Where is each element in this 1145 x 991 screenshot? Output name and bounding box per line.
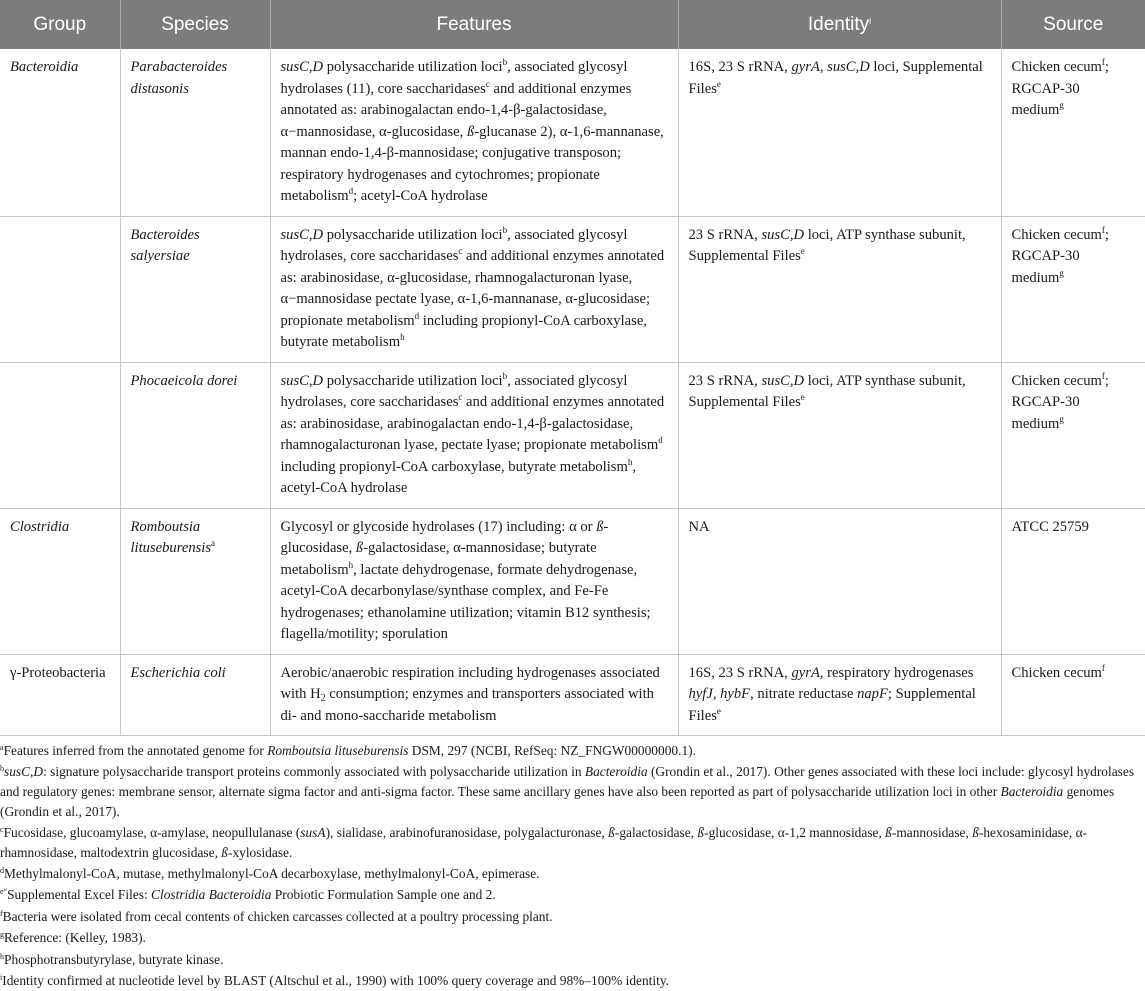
italic-text: ß — [221, 844, 228, 860]
text-run: ATCC 25759 — [1011, 518, 1089, 535]
cell-source — [1001, 654, 1145, 736]
header-species-label: Species — [161, 13, 229, 35]
cell-source — [1001, 216, 1145, 362]
table-row — [0, 654, 1145, 736]
text-run: Chicken cecum — [1011, 372, 1102, 389]
cell-group — [0, 49, 120, 216]
footnote-marker: f — [1101, 662, 1105, 673]
cell-group — [0, 654, 120, 736]
italic-text: hyfJ — [688, 686, 713, 702]
cell-identity — [678, 49, 1001, 216]
italic-text: susC,D — [280, 372, 324, 389]
text-run: and additional enzymes annotated as: arabinogalactan endo-1,4-β-galactosidase, α−mannosidase, α-glucosidase, — [280, 80, 632, 140]
text-run: Phosphotransbutyrylase, butyrate kinase. — [4, 951, 224, 967]
cell-features — [270, 362, 678, 508]
footnote-marker: f — [1101, 57, 1105, 67]
italic-text: ß — [697, 824, 705, 840]
header-source — [1001, 0, 1145, 49]
footnote-marker: i — [0, 972, 3, 982]
text-run: loci, ATP synthase subunit, Supplemental Files — [688, 372, 966, 410]
text-run: ; RGCAP-30 medium — [1011, 372, 1109, 432]
footnote-marker: b — [502, 57, 508, 67]
cell-species — [120, 362, 270, 508]
cell-features — [270, 216, 678, 362]
footnote-a — [0, 741, 1135, 761]
footnote-marker: e — [716, 705, 721, 716]
header-features-label: Features — [436, 13, 512, 35]
text-run: loci, Supplemental Files — [688, 59, 983, 97]
text-run: , — [819, 59, 828, 75]
italic-text: susC,D — [827, 59, 870, 75]
footnote-marker: f — [1101, 370, 1105, 381]
italic-text: susC,D — [761, 226, 805, 243]
italic-text: ß — [885, 824, 892, 840]
footnote-marker: e — [800, 246, 805, 256]
text-run: Glycosyl or glycoside hydrolases (17) including: α or — [280, 518, 597, 535]
cell-identity — [678, 362, 1001, 508]
text-run: , nitrate reductase — [750, 686, 858, 702]
cell-group — [0, 362, 120, 508]
text-run: Methylmalonyl-CoA, mutase, methylmalonyl-CoA decarboxylase, methylmalonyl-CoA, epimerase. — [4, 865, 540, 881]
footnote-marker: h — [400, 332, 405, 342]
footnote-marker: d — [414, 310, 420, 321]
text-run: Supplemental Excel Files: — [7, 887, 152, 903]
text-run: 16S, 23 S rRNA, — [688, 664, 792, 681]
species-name: Escherichia coli — [130, 664, 226, 681]
italic-text: Romboutsia lituseburensis — [267, 743, 409, 758]
italic-text: susC,D — [280, 59, 324, 75]
header-source-label: Source — [1043, 13, 1104, 35]
cell-source — [1001, 49, 1145, 216]
italic-text: ß — [972, 824, 979, 840]
cell-group — [0, 216, 120, 362]
species-name: Romboutsia lituseburensis — [130, 518, 212, 556]
text-run: loci, ATP synthase subunit, Supplemental Files — [688, 226, 966, 264]
footnote-marker: c — [0, 824, 4, 834]
footnote-f — [0, 907, 1135, 927]
header-identity-footnote-marker: i — [869, 15, 872, 26]
footnote-marker: f — [0, 908, 3, 918]
text-run: -galactosidase, — [614, 824, 698, 840]
text-run: 23 S rRNA, — [688, 226, 762, 243]
italic-text: ß — [466, 123, 475, 140]
text-run: Chicken cecum — [1011, 59, 1102, 75]
text-run: , associated glycosyl hydrolases, core saccharidases — [280, 372, 628, 410]
subscript-text: 2 — [320, 693, 326, 704]
footnote-i — [0, 971, 1135, 991]
text-run: ; RGCAP-30 medium — [1011, 59, 1109, 118]
text-run: Aerobic/anaerobic respiration including hydrogenases associated with H — [280, 664, 660, 702]
italic-text: napF — [857, 686, 888, 702]
footnote-marker: d — [348, 186, 354, 196]
group-name: γ-Proteobacteria — [10, 664, 106, 681]
text-run: ; RGCAP-30 medium — [1011, 226, 1109, 286]
cell-features — [270, 508, 678, 654]
cell-species — [120, 654, 270, 736]
species-name: Bacteroides salyersiae — [130, 226, 200, 264]
footnote-marker: c — [458, 392, 463, 402]
text-run: polysaccharide utilization loci — [323, 226, 503, 243]
text-run: -mannosidase, — [891, 824, 973, 840]
header-group-label: Group — [33, 13, 87, 35]
cell-identity — [678, 654, 1001, 736]
cell-identity — [678, 216, 1001, 362]
text-run: , associated glycosyl hydrolases (11), core saccharidases — [280, 59, 628, 97]
footnote-marker: e“ — [0, 887, 8, 897]
footnote-marker: a — [0, 743, 4, 752]
text-run: polysaccharide utilization loci — [323, 372, 503, 389]
species-name: Phocaeicola dorei — [130, 372, 238, 389]
text-run: Chicken cecum — [1011, 664, 1102, 681]
table-row — [0, 216, 1145, 362]
text-run: Fucosidase, glucoamylase, α-amylase, neopullulanase ( — [3, 824, 301, 840]
text-run: including propionyl-CoA carboxylase, butyrate metabolism — [280, 458, 628, 475]
footnote-marker: d — [0, 865, 4, 875]
species-name: Parabacteroides distasonis — [130, 59, 228, 97]
italic-text: ß — [608, 824, 615, 840]
group-name: Clostridia — [10, 518, 70, 535]
footnote-marker: c — [485, 78, 490, 89]
text-run: ; acetyl-CoA hydrolase — [353, 188, 488, 204]
text-run: , associated glycosyl hydrolases, core saccharidases — [280, 226, 628, 264]
table-footnotes — [0, 736, 1145, 991]
footnote-marker: h — [627, 456, 633, 467]
species-footnote-marker: a — [211, 538, 216, 548]
text-run: 16S, 23 S rRNA, — [688, 59, 792, 75]
footnote-marker: g — [1059, 267, 1064, 278]
footnote-marker: c — [458, 246, 463, 256]
footnote-marker: h — [0, 951, 4, 961]
group-name: Bacteroidia — [10, 59, 79, 75]
cell-features — [270, 49, 678, 216]
text-run: : signature polysaccharide transport proteins commonly associated with polysaccharide utilization in — [43, 764, 585, 780]
text-run: and additional enzymes annotated as: arabinosidase, arabinogalactan endo-1,4-β-galactosidase, rhamnogalacturonan lyase, pectate lyase; propionate metabolism — [280, 394, 665, 453]
italic-text: susC,D — [761, 372, 805, 389]
footnote-marker: g — [0, 930, 4, 940]
italic-text: ß — [596, 518, 604, 535]
text-run: , respiratory hydrogenases — [819, 664, 974, 681]
italic-text: ß — [355, 540, 364, 556]
footnote-marker: f — [1101, 224, 1105, 235]
text-run: , acetyl-CoA hydrolase — [280, 458, 636, 496]
footnote-d — [0, 864, 1135, 884]
text-run: Features inferred from the annotated genome for — [3, 743, 268, 758]
footnote-c — [0, 823, 1135, 862]
header-identity-label: Identity — [807, 13, 870, 35]
text-run: consumption; enzymes and transporters associated with di- and mono-saccharide metabolism — [280, 686, 654, 724]
header-species — [120, 0, 270, 49]
text-run: ; Supplemental Files — [688, 686, 976, 724]
text-run: Bacteria were isolated from cecal contents of chicken carcasses collected at a poultry processing plant. — [2, 908, 553, 924]
italic-text: gyrA — [791, 664, 820, 681]
footnote-b — [0, 762, 1135, 821]
text-run: -glucosidase, α-1,2 mannosidase, — [704, 824, 886, 840]
cell-source — [1001, 508, 1145, 654]
footnote-marker: b — [502, 224, 508, 235]
table-row — [0, 508, 1145, 654]
text-run: 23 S rRNA, — [688, 372, 762, 389]
italic-text: gyrA — [791, 59, 820, 75]
footnote-marker: g — [1059, 100, 1064, 110]
header-identity — [678, 0, 1001, 49]
italic-text: susC,D — [4, 764, 44, 780]
text-run: DSM, 297 (NCBI, RefSeq: NZ_FNGW00000000.1). — [408, 743, 696, 758]
footnote-e — [0, 885, 1135, 905]
text-run: -xylosidase. — [227, 844, 293, 860]
footnote-g — [0, 928, 1135, 948]
cell-features — [270, 654, 678, 736]
footnote-marker: h — [348, 559, 354, 570]
footnote-marker: d — [658, 435, 663, 445]
cell-species — [120, 508, 270, 654]
text-run: ), sialidase, arabinofuranosidase, polygalacturonase, — [325, 824, 609, 840]
text-run: -galactosidase, α-mannosidase; butyrate metabolism — [280, 540, 597, 578]
text-run: , — [712, 686, 721, 702]
text-run: -glucosidase, — [280, 518, 609, 556]
italic-text: Bacteroidia — [1000, 783, 1064, 799]
italic-text: Clostridia Bacteroidia — [151, 887, 272, 903]
italic-text: susC,D — [280, 226, 324, 243]
text-run: -hexosaminidase, α-rhamnosidase, maltodextrin glucosidase, — [0, 824, 1088, 860]
header-features — [270, 0, 678, 49]
text-run: NA — [688, 518, 710, 535]
header-row — [0, 0, 1145, 49]
italic-text: Bacteroidia — [584, 764, 648, 780]
footnote-marker: e — [800, 392, 805, 402]
text-run: , lactate dehydrogenase, formate dehydrogenase, acetyl-CoA decarbonylase/synthase complex, and Fe-Fe hydrogenases; ethanolamine utilization; vitamin B12 synthesis; flagella/motility; sporulation — [280, 561, 651, 642]
text-run: and additional enzymes annotated as: arabinosidase, α-glucosidase, rhamnogalacturonan lyase, α−mannosidase pectate lyase, α-1,6-mannanase, α-glucosidase; propionate metabolism — [280, 248, 665, 329]
cell-identity — [678, 508, 1001, 654]
footnote-marker: b — [0, 764, 4, 774]
text-run: Reference: (Kelley, 1983). — [4, 930, 146, 946]
text-run: polysaccharide utilization loci — [323, 59, 503, 75]
cell-species — [120, 216, 270, 362]
cell-source — [1001, 362, 1145, 508]
text-run: Chicken cecum — [1011, 226, 1102, 243]
text-run: genomes (Grondin et al., 2017). — [0, 783, 1115, 819]
cell-group — [0, 508, 120, 654]
italic-text: susA — [300, 824, 326, 840]
text-run: (Grondin et al., 2017). Other genes associated with these loci include: glycosyl hydrolases and regulatory genes: membrane sensor, alternate sigma factor and anti-sigma factor. These same ancillary genes have also been reported as part of polysaccharide utilization loci in other — [0, 764, 1135, 799]
text-run: Probiotic Formulation Sample one and 2. — [271, 887, 496, 903]
text-run: Identity confirmed at nucleotide level by BLAST (Altschul et al., 1990) with 100% query coverage and 98%–100% identity. — [2, 972, 669, 988]
text-run: -glucanase 2), α-1,6-mannanase, mannan endo-1,4-β-mannosidase; conjugative transposon; respiratory hydrogenases and cytochromes; propionate metabolism — [280, 123, 664, 204]
footnote-marker: b — [502, 370, 508, 381]
footnote-h — [0, 950, 1135, 970]
table-row — [0, 49, 1145, 216]
header-group — [0, 0, 120, 49]
text-run: including propionyl-CoA carboxylase, butyrate metabolism — [280, 312, 647, 350]
cell-species — [120, 49, 270, 216]
footnote-marker: g — [1059, 413, 1064, 424]
footnote-marker: e — [716, 78, 721, 89]
table-row — [0, 362, 1145, 508]
italic-text: hybF — [720, 686, 751, 702]
